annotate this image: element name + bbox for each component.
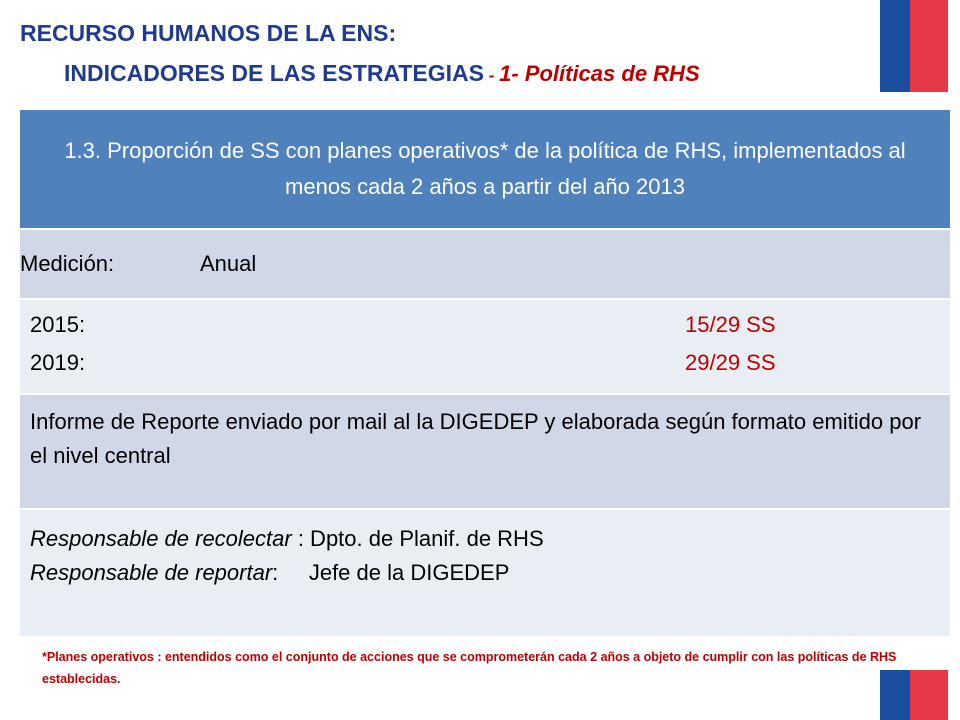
measurement-label: Medición: xyxy=(20,251,115,276)
targets-row xyxy=(20,300,950,395)
indicator-table xyxy=(20,110,950,638)
title-line-2 xyxy=(64,60,700,87)
measurement-row xyxy=(20,230,950,300)
footnote: *Planes operativos : entendidos como el conjunto de acciones que se comprometerán cada 2 años a objeto de cumplir con las políticas de RHS establecidas. xyxy=(42,650,897,686)
target-item xyxy=(30,350,776,376)
responsible-collect-label: Responsable de recolectar xyxy=(30,526,292,551)
flag-red-stripe xyxy=(910,670,948,720)
source-row: Informe de Reporte enviado por mail al la DIGEDEP y elaborada según formato emitido por el nivel central xyxy=(20,395,950,510)
flag-blue-stripe xyxy=(880,670,910,720)
responsible-collect xyxy=(30,522,940,556)
measurement-value: Anual xyxy=(200,251,257,276)
responsible-report-value: : Jefe de la DIGEDEP xyxy=(272,560,510,585)
target-value: 29/29 SS xyxy=(685,350,776,375)
responsible-row xyxy=(20,510,950,638)
flag-red-stripe xyxy=(910,0,948,92)
title-policy: 1- Políticas de RHS xyxy=(499,61,700,86)
responsible-report-label: Responsable de reportar xyxy=(30,560,273,585)
target-value: 15/29 SS xyxy=(685,312,776,337)
responsible-report xyxy=(30,556,940,590)
target-year: 2019: xyxy=(30,350,86,375)
flag-blue-stripe xyxy=(880,0,910,92)
title-dash: - xyxy=(484,66,500,85)
flag-logo-bottom xyxy=(880,670,948,720)
target-year: 2015: xyxy=(30,312,86,337)
responsible-collect-value: : Dpto. de Planif. de RHS xyxy=(291,526,544,551)
title-indicators: INDICADORES DE LAS ESTRATEGIAS xyxy=(64,60,484,86)
target-item xyxy=(30,312,776,338)
title-line-1: RECURSO HUMANOS DE LA ENS: xyxy=(20,20,397,46)
indicator-title: 1.3. Proporción de SS con planes operativos* de la política de RHS, implementados al menos cada 2 años a partir del año 2013 xyxy=(20,110,950,230)
flag-logo-top xyxy=(880,0,948,92)
